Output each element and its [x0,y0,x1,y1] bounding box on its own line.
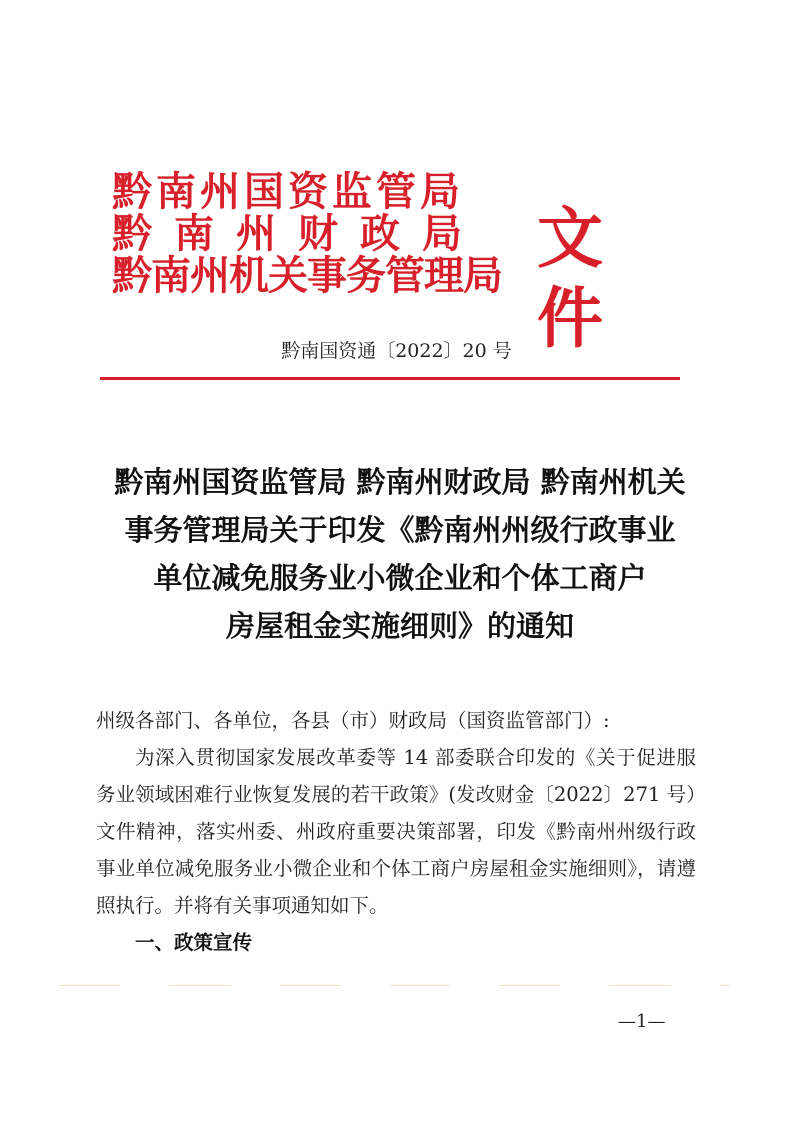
title-line-1: 黔南州国资监管局 黔南州财政局 黔南州机关 [114,465,686,499]
title-line-3: 单位减免服务业小微企业和个体工商户 [153,561,647,595]
section-heading-1: 一、政策宣传 [135,931,253,954]
document-title [60,458,740,650]
red-divider-line [100,377,680,380]
salutation: 州级各部门、各单位，各县（市）财政局（国资监管部门）: [96,709,610,732]
document-body [96,702,696,961]
title-line-2: 事务管理局关于印发《黔南州州级行政事业 [124,513,676,547]
issuer-line-3: 黔南州机关事务管理局 [112,252,502,299]
page-number: —1— [618,1011,666,1032]
body-paragraph: 为深入贯彻国家发展改革委等 14 部委联合印发的《关于促进服务业领域困难行业恢复发展的若干政策》(发改财金〔2022〕271 号）文件精神，落实州委、州政府重要决策部署，印发《黔南州州级行政事业单位减免服务业小微企业和个体工商户房屋租金实施细则》，请遵照执行。并将有关事项通知如下。 [96,746,696,917]
document-number: 黔南国资通〔2022〕20 号 [281,340,512,362]
issuer-line-2: 黔南州财政局 [112,210,484,257]
title-line-4: 房屋租金实施细则》的通知 [225,609,574,643]
faint-scan-line [60,985,730,986]
document-mark: 文件 [537,199,605,357]
issuer-line-1: 黔南州国资监管局 [112,168,464,215]
